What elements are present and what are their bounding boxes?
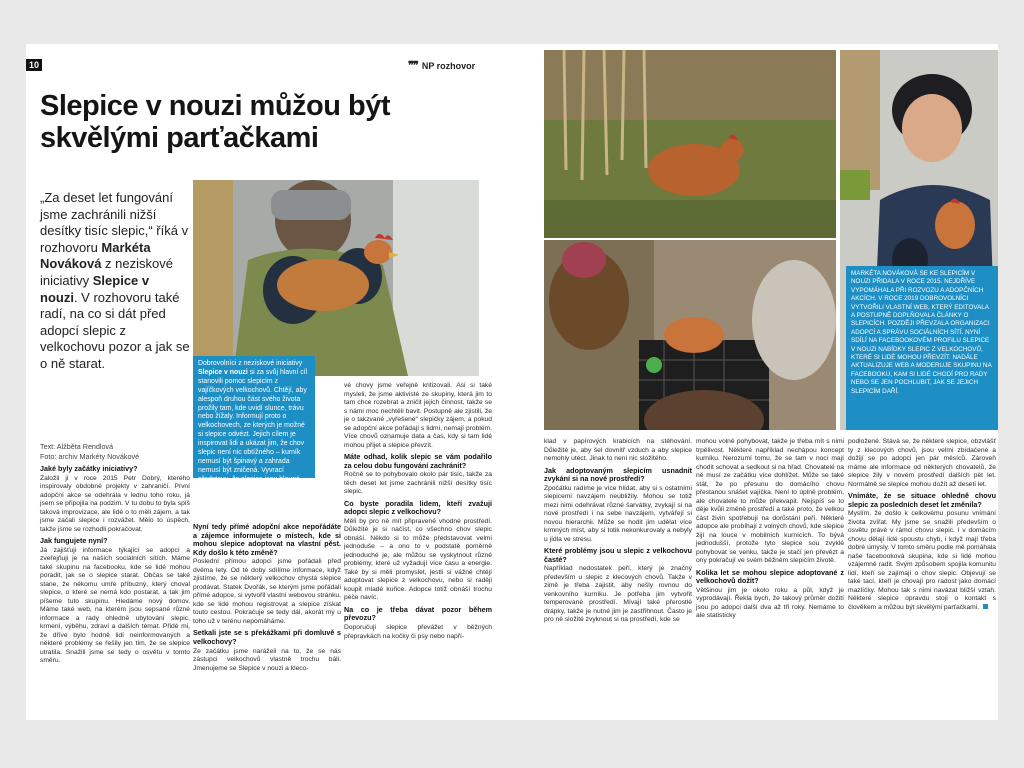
left-col3-question-2: Co byste poradila lidem, kteří zvažují adopci slepic z velkochovu? (344, 498, 492, 517)
left-col1-paragraph-1: Já zajišťuji informace týkající se adopcí a zveřejňuji je na našich sociálních sítích. Máme také skupinu na facebooku, kde se lidé mohou poradit, jak se o slepice starat. Občas se také stane, že někomu umře příbuzný, který choval slepice, o které se nemá kdo postarat, a tak jim píšeme tuto skupinu. Hledáme nový domov. Máme také web, na kterém jsou sepsané různé informace a rady ohledně ubytování slepic, krmení, výběhu, zdraví a dalších témat. Přidě mi, že dříve bylo hodně lidí neinformovaných a některé problémy se řešily jen tím, že se slepice utratila. Snažili jsme se tedy o osvětu v tomto směru. (40, 546, 190, 665)
left-col3-paragraph-0: vé chovy jsme veřejně kritizovali. Asi si také mysleli, že jsme aktivisté ze skupiny, která jim to tam chce rozebrat a zničit jejich činnost, takže se s námi moc nechtěli bavit. Postupně ale zjistili, že je o takzvané „vyřešené“ slepičky zájem, a pokud se adopční akce pořádají s lidmi, nemají problém. Více chovů oznamuje data a čas, kdy si tam lidé mohou přijet a slepice převzít. (344, 382, 492, 449)
right-col2-paragraph-1: Většinou jim je okolo roku a půl, když je vyprodávají. Řekla bych, že takový průměr dožití jsou po adopci další dva až tři roky. Nemáme to ale statisticky (696, 586, 844, 620)
right-col3-question-1: Vnímáte, že se situace ohledně chovu slepic za posledních deset let změnila? (848, 491, 996, 509)
article-title: Slepice v nouzi můžou být skvělými parťačkami (40, 90, 391, 154)
left-col3-question-3: Na co je třeba dávat pozor během převozu? (344, 604, 492, 623)
right-col1-question-2: Které problémy jsou u slepic z velkochovu časté? (544, 546, 692, 564)
left-col2-question-0: Nyní tedy přímé adopční akce nepořádáte a zájemce informujete o místech, kde si mohou slepice adoptovat na vlastní pěst. Kdy došlo k této změně? (193, 522, 341, 557)
photo-woman-with-hen-illustration (193, 180, 479, 376)
photo-adoption-crates (544, 240, 836, 430)
credit-text: Text: Alžběta Rendlová (40, 442, 114, 451)
rubric-label: NP rozhovor (421, 61, 476, 71)
photo-hen-in-garden (544, 50, 836, 238)
caption-left-text-2: si za svůj hlavní cíl stanovili pomoc slepicím z vajíčkových velkochovů. Chtějí, aby alespoň druhou část svého života prožily tam, kde uvidí slunce, trávu nebo žížaly. Informují proto o velkochovech, ze kterých je možné si slepice odvézt. Jejich cílem je inspirovat lidi a ukázat jim, že chov slepic není nic obtížného – kurník nemusí být špinavý a zahrada nemusí být zničená. Vyvrací představu, že slepice jsou hloupá zvířata, a chtějí jim dopřát důstojnější životní podmínky. (198, 368, 308, 501)
page-right (512, 44, 998, 720)
right-col3-paragraph-0: podložené. Stává se, že některé slepice, obzvlášť ty z klecových chovů, jsou velmi zbídačené a dožijí se po adopci jen pár měsíců. Zároveň máme ale informace od některých chovatelů, že slepice žily v novém prostředí dalších pět let. Normálně se slepice mohou dožít až deseti let. (848, 438, 996, 488)
lead-text-1: „Za deset let fungování jsme zachránili nižší desítky tisíc slepic,“ říká v rozhovoru (40, 190, 189, 255)
photo-adoption-crates-illustration (544, 240, 836, 430)
left-col1-question-0: Jaké byly začátky iniciativy? (40, 464, 138, 473)
left-page-column-1 (40, 462, 190, 718)
left-col1-question-1: Jak fungujete nyní? (40, 536, 108, 546)
left-col3-paragraph-3: Doporučuji slepice převážet v běžných přepravkách na kočky či psy nebo napří- (344, 624, 492, 640)
credits (40, 442, 190, 462)
photo-woman-with-hen (193, 180, 479, 376)
left-page-column-3 (344, 382, 492, 718)
lead-text-2: z neziskové iniciativy (40, 256, 173, 288)
left-page-column-2 (193, 520, 341, 718)
photo-caption-left (193, 356, 315, 501)
left-col2-question-1: Setkali jste se s překážkami při domluvě s velkochovy? (193, 628, 341, 646)
left-col3-paragraph-1: Ročně se to pohybovalo okolo pár tisíc, takže za těch deset let jsme zachránili nižší desítky tisíc slepic. (344, 471, 492, 496)
right-col2-question-1: Kolika let se mohou slepice adoptované z velkochovů dožít? (696, 567, 844, 586)
right-page-column-3 (848, 438, 996, 718)
left-col2-paragraph-1: Ze začátku jsme naráželi na to, že se nás zástupci velkochovů vlastně trochu báli. Jmenujeme se Slepice v nouzi a kleco- (193, 647, 341, 672)
section-rubric (408, 59, 475, 72)
lead-paragraph (40, 190, 190, 373)
photo-caption-right: MARKÉTA NOVÁKOVÁ SE KE SLEPICÍM V NOUZI PŘIDALA V ROCE 2015. NEJDŘÍVE VYPOMÁHALA PŘI ROZVOZU A ADOPČNÍCH AKCÍCH. V ROCE 2019 DOBROVOLNÍCI VYTVOŘILI VLASTNÍ WEB, KTERÝ EDITOVALA A POSTUPNĚ DOPLŇOVALA ČLÁNKY O SLEPICÍCH. POZDĚJI PŘEVZALA ORGANIZACI ADOPCÍ A SPRÁVU SOCIÁLNÍCH SÍTÍ. NYNÍ SDÍLÍ NA FACEBOOKOVÉM PROFILU SLEPICE V NOUZI NABÍDKY SLEPIC Z VELKOCHOVŮ, KTERÉ SI LIDÉ MOHOU PŘEVZÍT. NADÁLE AKTUALIZUJE WEB A MODERUJE SKUPINU NA FACEBOOKU, KAM SI LIDÉ CHODÍ PRO RADY NEBO SE JEN POCHLUBIT, JAK SE JEJICH SLEPICÍM DAŘÍ. (846, 266, 998, 430)
right-page-column-2 (696, 438, 844, 718)
left-col3-paragraph-2: Měli by pro ně mít připravené vhodné prostředí. Důležité je si načíst, co všechno chov slepic obnáší. Někdo si to může představovat velmi jednoduše – a ono to v podstatě poměrně jednoduché je, ale můžou se vyskytnout různé problémy, které už vyžadují více času a energie. Také by si měli promyslet, jestli si vážně chtějí adoptovat slepice z velkochovu, nebo si raději koupit mladé kuřice. Adopce totiž obnáší trochu péče navíc. (344, 517, 492, 602)
caption-left-org: Slepice v nouzi (198, 368, 248, 376)
right-col1-paragraph-1: Zpočátku radíme je více hlídat, aby si s ostatními slepicemi navzájem neubližily. Mohou se totiž mezi nimi odehrávat různé šarvátky, zvykají si na nové prostředí i na sebe navzájem, vytvářejí si novou hierarchii. Může se hodit jim udělat více krmných míst, aby si totik nekonkurovaly a nebyly u jídla ve stresu. (544, 484, 692, 543)
left-col1-paragraph-0: Založil ji v roce 2015 Petr Dobrý, kterého inspirovaly obdobné projekty v zahraničí. První adopční akce se odehrála v lednu toho roku, já jsem se připojila na podzim. V tu dobu to byla spíš taková improvizace, ale lidé o to měli zájem, a tak jsme začali slepice i rozvážet. Mělo to úspěch, takže jsme se rozhodli pokračovat. (40, 474, 190, 533)
page-left (26, 44, 512, 720)
caption-left-text-1: Dobrovolníci z neziskové iniciativy (198, 360, 303, 367)
lead-name: Markéta Nováková (40, 239, 151, 272)
quote-marks-icon: ❞❞ (408, 60, 418, 72)
right-col3-paragraph-1: Myslím, že došlo k celkovému posunu vnímání života zvířat. My jsme se snažili především o osvětu právě v rámci chovu slepic. I v domácím chovu dělají lidé spoustu chyb, i když mají třeba dobré úmysly. V tomto směru podle mě pomáhala naše facebooková skupina, kde si lidé mohou vzájemně radit. Svým způsobem spojila komunitu lidí, kteří se zajímají o chov slepic. Objevují se také tací, kteří je chovají pro radost jako domácí mazlíčky. Mohou tak s nimi navázat bližší vztah. Některé slepice opravdu stojí o kontakt s člověkem a můžou být skvělými parťačkami. (848, 510, 996, 611)
photo-hen-in-garden-illustration (544, 50, 836, 238)
article-end-mark (983, 604, 988, 609)
page-number-left: 10 (26, 59, 42, 71)
left-col2-paragraph-0: Poslední přímou adopci jsme pořádali před dvěma lety. Od té doby sdílíme informace, když zjistíme, že se některý velkochov chystá slepice prodávat. Statek Dvořák, se kterým jsme pořádali přímé adopce, si vytvořil vlastní webovou stránku, kde se lidé mohou registrovat a slepice získat touto cestou. Pokračuje se tedy dál, akorát my u toho už v terénu nepomáháme. (193, 558, 341, 625)
right-page-column-1 (544, 438, 692, 718)
left-col3-question-1: Máte odhad, kolik slepic se vám podařilo za celou dobu fungování zachránit? (344, 452, 492, 470)
right-col1-paragraph-2: Například nedostatek peří, který je značný především u slepic z klecových chovů. Takže v zimě je třeba zajistit, aby nešly rovnou do venkovního kurníku. Je potřeba jim vytvořit temperované prostředí. Mívají také přerostlé drápky, takže je nutné jim je zastřihnout. Často je pro ně složité zvyknout si na prostředí, kde se (544, 565, 692, 624)
credit-photo: Foto: archiv Markéty Novákové (40, 452, 140, 461)
right-col1-paragraph-0: klad v papírových krabicích na stěhování. Důležité je, aby šel dovnitř vzduch a aby slepice nemohly utéct. Jinak to není nic složitého. (544, 438, 692, 462)
lead-text-3: . V rozhovoru také radí, na co si dát před adopcí slepic z velkochovu pozor a jak se o ně starat. (40, 289, 190, 371)
right-col1-question-1: Jak adoptovaným slepicím usnadnit zvykání si na nové prostředí? (544, 465, 692, 484)
right-col2-paragraph-0: mohou volně pohybovat, takže je třeba mít s nimi trpělivost. Některé například nechápou koncept kurníku. Nerozumí tomu, že se tam v noci mají chodit schovat a sedkout si na hřad. Chovatelé na ně musí ze začátku více dohlížet. Může se také stát, že po přesunu do domácího chovu přestanou snášet vajíčka. Není to úplně problém, ale chovatele to může překvapit. Nejspíš se to děje kvůli změně prostředí a také proto, že velkou část živin spotřebují na dorůstání peří. Některé adopce ale probíhají z volných chovů, kde slepice žijí na louce v mobilních kurnících. To bývá jednodušší, protože tyto slepice sou zvyklé pohybovat se venku, takže je stačí jen převézt a ony pokračují ve svém běžném slepičím životě. (696, 438, 844, 564)
lead-org: Slepice v nouzi (40, 272, 150, 305)
